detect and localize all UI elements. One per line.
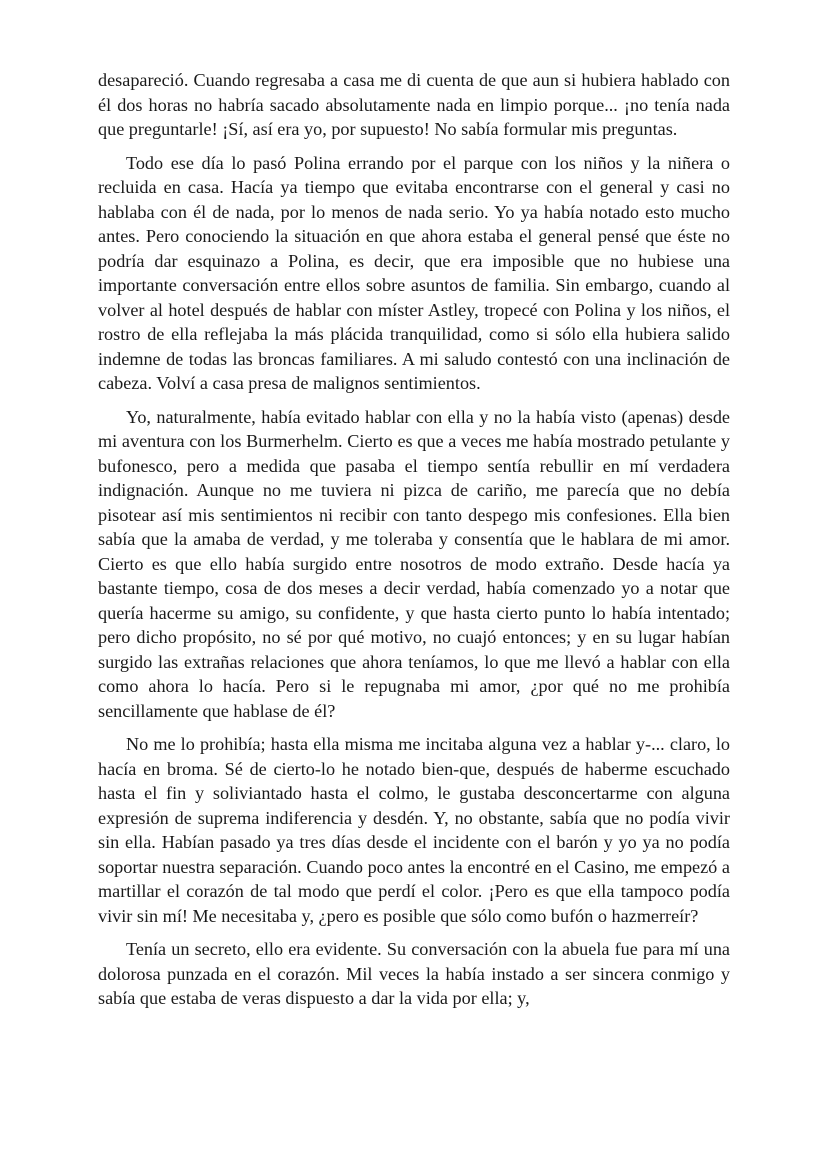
paragraph-2: Todo ese día lo pasó Polina errando por el parque con los niños y la niñera o recluida en casa. Hacía ya tiempo que evitaba encontrarse con el general y casi no hablaba con él de nada, por lo menos de nada serio. Yo ya había notado esto mucho antes. Pero conociendo la situación en que ahora estaba el general pensé que éste no podría dar esquinazo a Polina, es decir, que era imposible que no hubiese una importante conversación entre ellos sobre asuntos de familia. Sin embargo, cuando al volver al hotel después de hablar con míster Astley, tropecé con Polina y los niños, el rostro de ella reflejaba la más plácida tranquilidad, como si sólo ella hubiera salido indemne de todas las broncas familiares. A mi saludo contestó con una inclinación de cabeza. Volví a casa presa de malignos sentimientos.: [98, 152, 730, 393]
paragraph-5: Tenía un secreto, ello era evidente. Su conversación con la abuela fue para mí una dolorosa punzada en el corazón. Mil veces la había instado a ser sincera conmigo y sabía que estaba de veras dispuesto a dar la vida por ella; y,: [98, 939, 730, 1008]
document-page: [98, 68, 730, 1020]
paragraph-1: desapareció. Cuando regresaba a casa me di cuenta de que aun si hubiera hablado con él dos horas no habría sacado absolutamente nada en limpio porque... ¡no tenía nada que preguntarle! ¡Sí, así era yo, por supuesto! No sabía formular mis preguntas.: [98, 70, 730, 139]
paragraph-3: Yo, naturalmente, había evitado hablar con ella y no la había visto (apenas) desde mi aventura con los Burmerhelm. Cierto es que a veces me había mostrado petulante y bufonesco, pero a medida que pasaba el tiempo sentía rebullir en mí verdadera indignación. Aunque no me tuviera ni pizca de cariño, me parecía que no debía pisotear así mis sentimientos ni recibir con tanto despego mis confesiones. Ella bien sabía que la amaba de verdad, y me toleraba y consentía que le hablara de mi amor. Cierto es que ello había surgido entre nosotros de modo extraño. Desde hacía ya bastante tiempo, cosa de dos meses a decir verdad, había comenzado yo a notar que quería hacerme su amigo, su confidente, y que hasta cierto punto lo había intentado; pero dicho propósito, no sé por qué motivo, no cuajó entonces; y en su lugar habían surgido las extrañas relaciones que ahora teníamos, lo que me llevó a hablar con ella como ahora lo hacía. Pero si le repugnaba mi amor, ¿por qué no me prohibía sencillamente que hablase de él?: [98, 406, 730, 721]
paragraph-4: No me lo prohibía; hasta ella misma me incitaba alguna vez a hablar y-... claro, lo hacía en broma. Sé de cierto-lo he notado bien-que, después de haberme escuchado hasta el fin y soliviantado hasta el colmo, le gustaba desconcertarme con alguna expresión de suprema indiferencia y desdén. Y, no obstante, sabía que no podía vivir sin ella. Habían pasado ya tres días desde el incidente con el barón y yo ya no podía soportar nuestra separación. Cuando poco antes la encontré en el Casino, me empezó a martillar el corazón de tal modo que perdí el color. ¡Pero es que ella tampoco podía vivir sin mí! Me necesitaba y, ¿pero es posible que sólo como bufón o hazmerreír?: [98, 734, 730, 926]
